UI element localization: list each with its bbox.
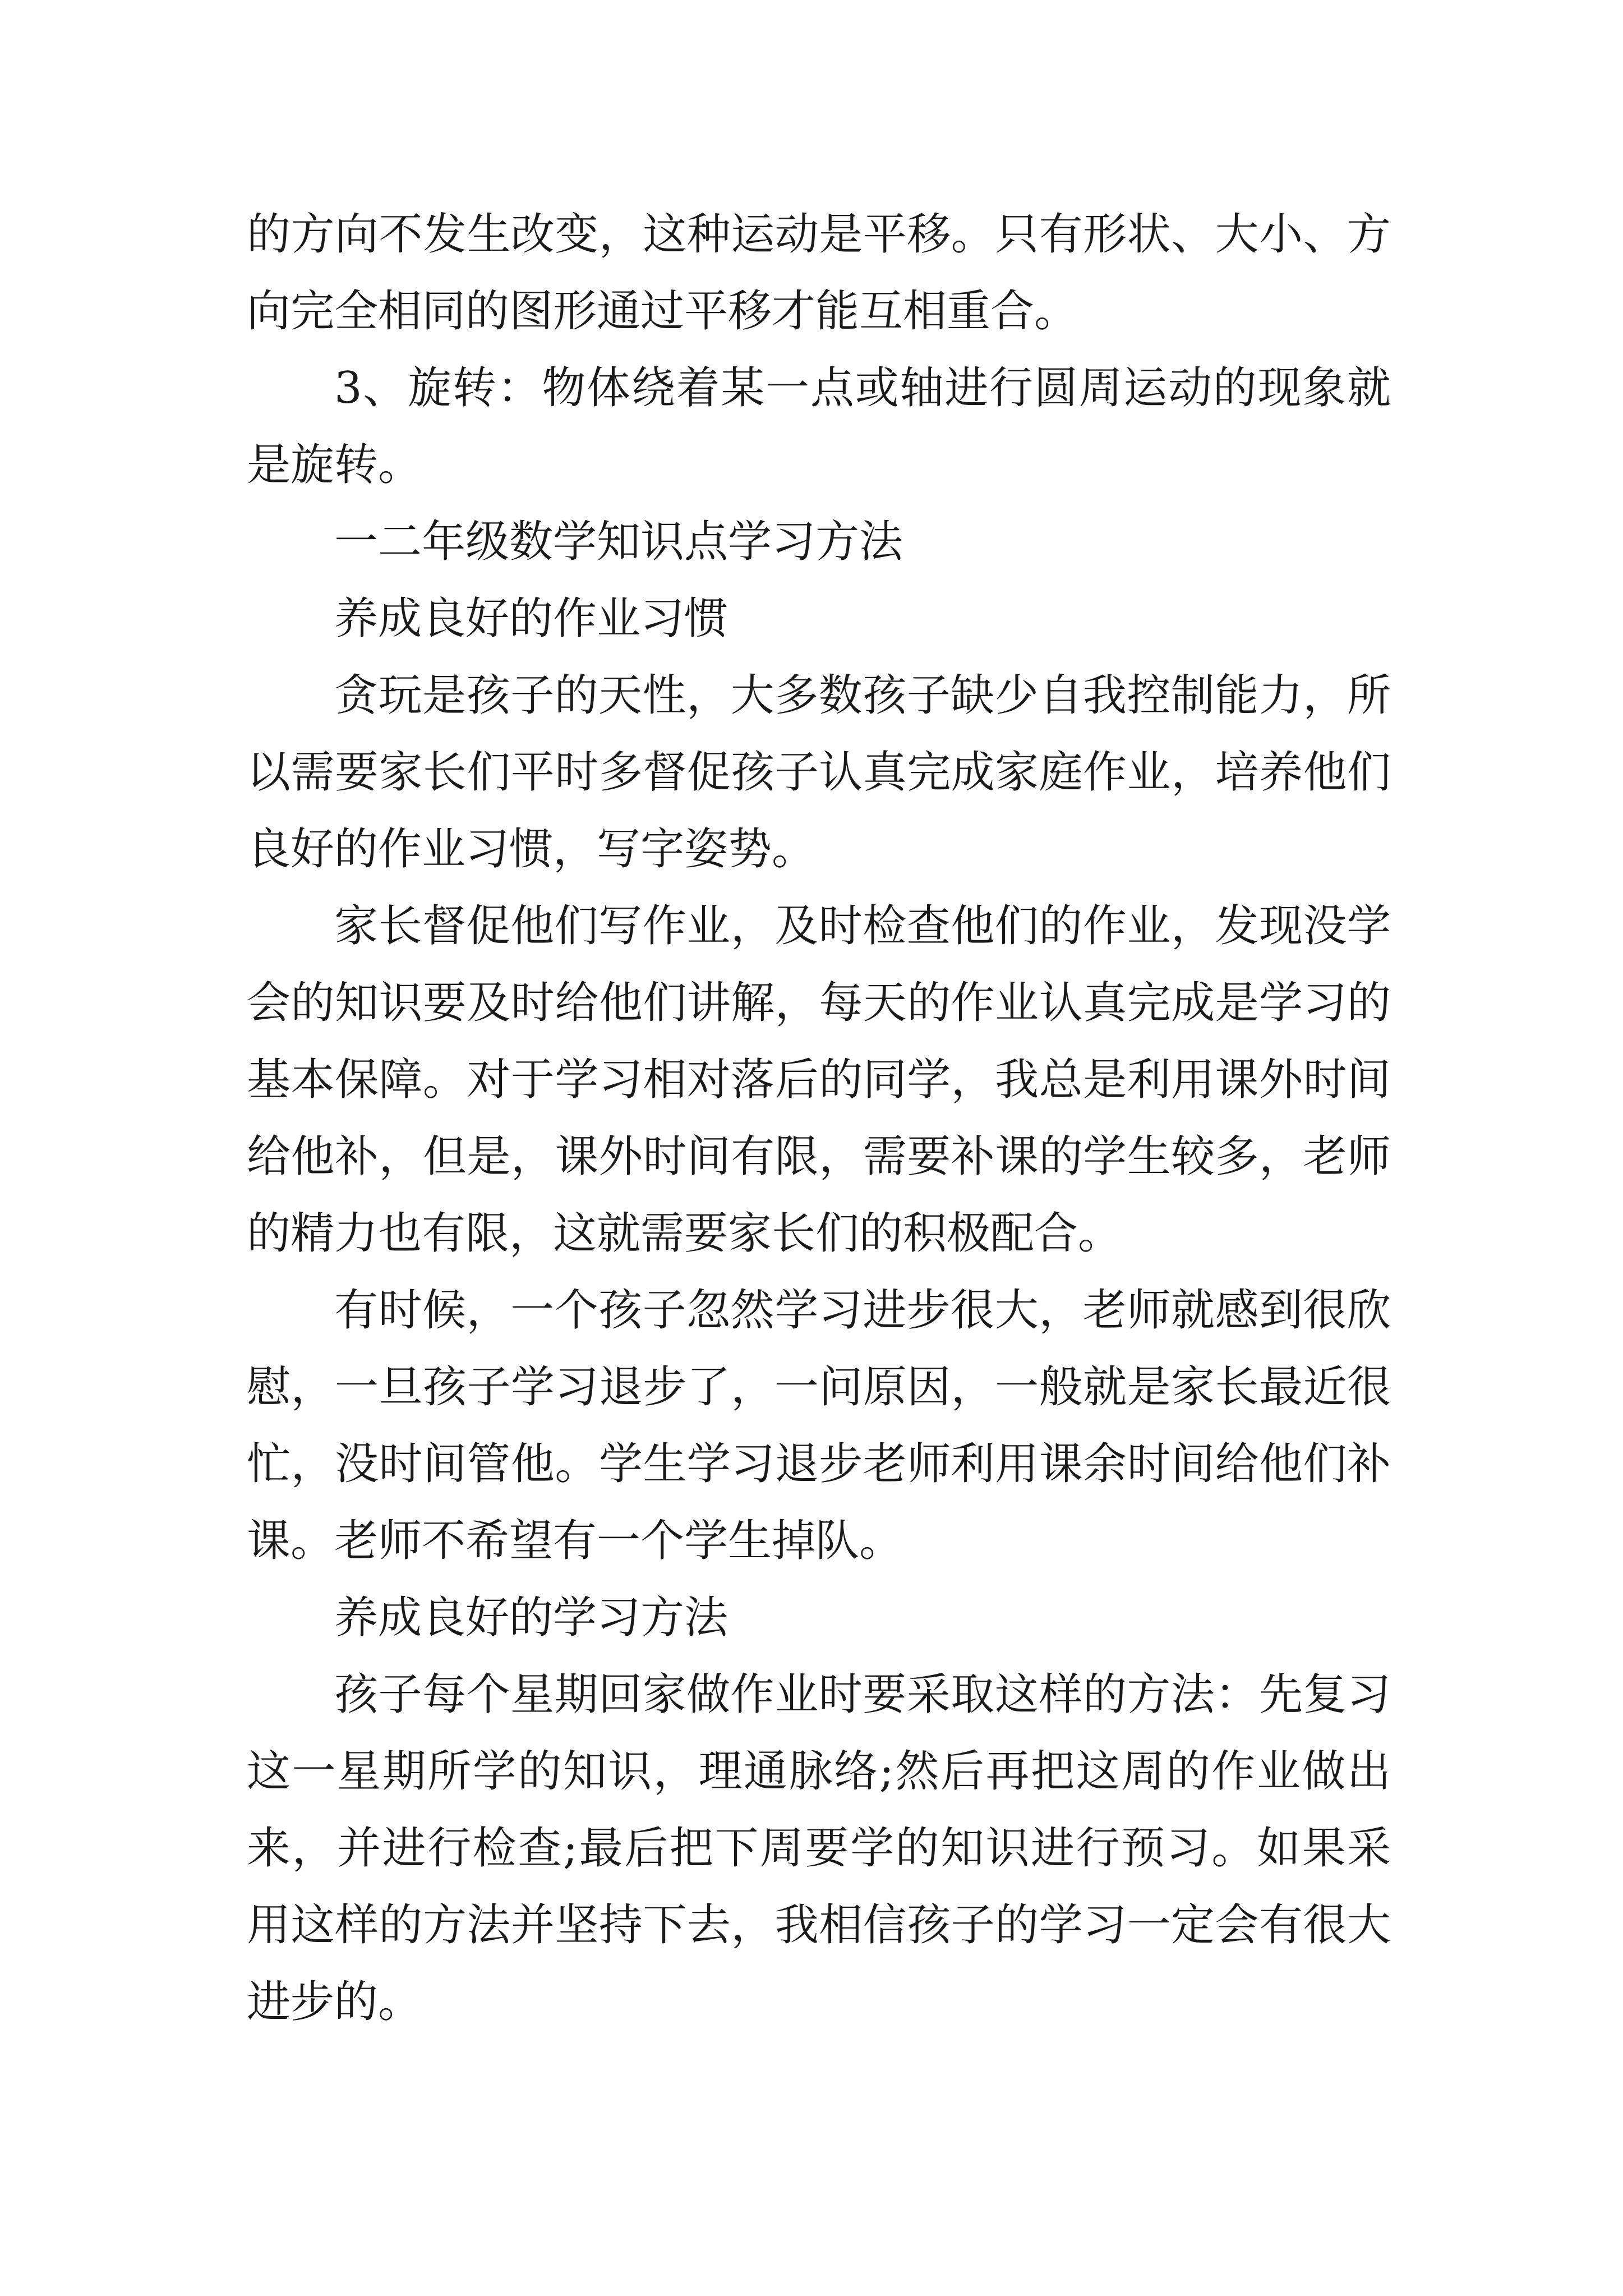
subheading-learning-methods: 养成良好的学习方法 [334, 1593, 728, 1643]
paragraph-weekly-method: 孩子每个星期回家做作业时要采取这样的方法：先复习这一星期所学的知识，理通脉络;然后再把这周的作业做出来，并进行检查;最后把下周要学的知识进行预习。如果采用这样的方法并坚持下去，我相信孩子的学习一定会有很大进步的。 [247, 1669, 1391, 2027]
paragraph-homework-habits: 贪玩是孩子的天性，大多数孩子缺少自我控制能力，所以需要家长们平时多督促孩子认真完成家庭作业，培养他们良好的作业习惯，写字姿势。 [247, 670, 1391, 875]
paragraph-progress-observation: 有时候，一个孩子忽然学习进步很大，老师就感到很欣慰，一旦孩子学习退步了，一问原因，一般就是家长最近很忙，没时间管他。学生学习退步老师利用课余时间给他们补课。老师不希望有一个学生掉队。 [247, 1285, 1391, 1566]
paragraph-continuation: 的方向不发生改变，这种运动是平移。只有形状、大小、方向完全相同的图形通过平移才能互相重合。 [247, 209, 1391, 337]
paragraph-parent-supervision: 家长督促他们写作业，及时检查他们的作业，发现没学会的知识要及时给他们讲解，每天的作业认真完成是学习的基本保障。对于学习相对落后的同学，我总是利用课外时间给他补，但是，课外时间有限，需要补课的学生较多，老师的精力也有限，这就需要家长们的积极配合。 [247, 901, 1391, 1259]
paragraph-rotation-definition: 3、旋转：物体绕着某一点或轴进行圆周运动的现象就是旋转。 [247, 363, 1391, 490]
section-heading-study-methods: 一二年级数学知识点学习方法 [334, 517, 903, 567]
document-body [247, 196, 1391, 2041]
subheading-homework-habits: 养成良好的作业习惯 [334, 593, 728, 644]
